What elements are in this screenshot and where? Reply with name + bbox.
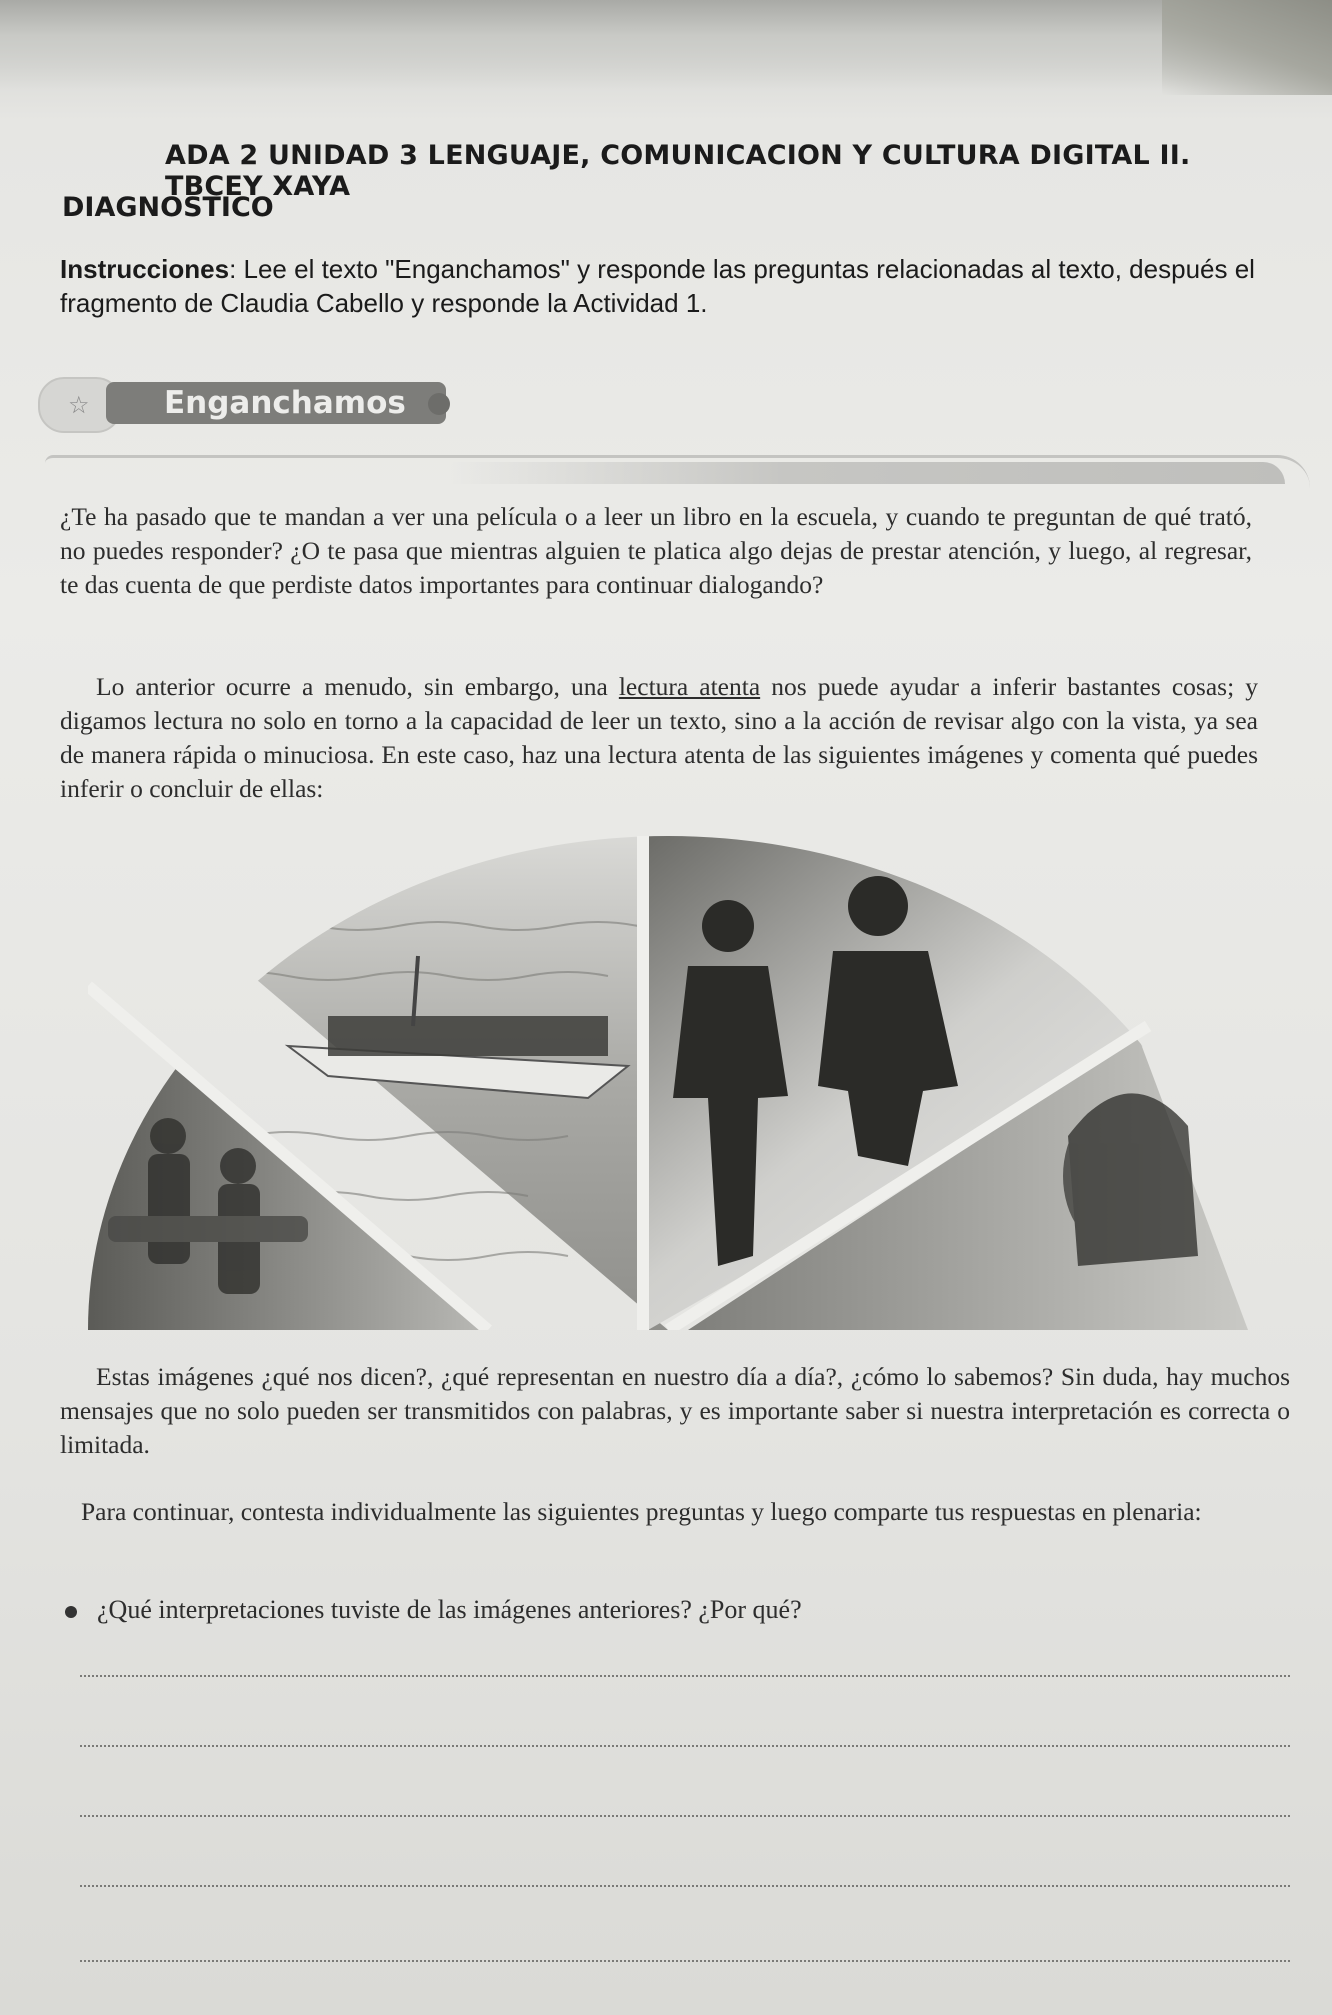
answer-line-3[interactable] [80,1815,1290,1817]
reading-paragraph-4: Para continuar, contesta individualmente las siguientes preguntas y luego comparte tus respuestas en plenaria: [81,1497,1202,1526]
document-title: ADA 2 UNIDAD 3 LENGUAJE, COMUNICACION Y CULTURA DIGITAL II. TBCEY XAYA [165,140,1191,202]
answer-line-2[interactable] [80,1745,1290,1747]
reading-box-band [450,462,1285,484]
instructions-label: Instrucciones [60,254,230,284]
underlined-term: lectura atenta [618,672,761,701]
question-1 [65,1592,802,1628]
answer-line-1[interactable] [80,1675,1290,1677]
image-collage [88,836,1248,1330]
reading-paragraph-3: Estas imágenes ¿qué nos dicen?, ¿qué representan en nuestro día a día?, ¿cómo lo sabemos? Sin duda, hay muchos mensajes que no solo pueden ser transmitidos con palabras, y es importante saber si nuestra interpretación es correcta o limitada. [60,1362,1290,1459]
paragraph-2-end: nos puede ayudar a inferir bastantes cosas; y digamos lectura no solo en torno a la capacidad de leer un texto, sino a la acción de revisar algo con la vista, ya sea de manera rápida o minuciosa. En este caso, haz una lectura atenta de las siguientes imágenes y comenta qué puedes inferir o concluir de ellas: [60,672,1258,803]
reading-paragraph-1: ¿Te ha pasado que te mandan a ver una película o a leer un libro en la escuela, y cuando te preguntan de qué trató, no puedes responder? ¿O te pasa que mientras alguien te platica algo dejas de prestar atención, y luego, al regresar, te das cuenta de que perdiste datos importantes para continuar dialogando? [60,502,1252,599]
star-icon: ☆ [68,391,90,419]
answer-line-4[interactable] [80,1885,1290,1887]
reading-paragraph-2 [60,670,1258,806]
background-corner [1162,0,1332,95]
answer-line-5[interactable] [80,1960,1290,1962]
section-dot [428,393,450,415]
page-top-shadow [0,0,1332,90]
section-tag: Enganchamos [106,382,446,424]
instructions [60,252,1270,320]
woman-figure [1063,1093,1198,1266]
instructions-text: : Lee el texto "Enganchamos" y responde las preguntas relacionadas al texto, después el fragmento de Claudia Cabello y responde la Actividad 1. [60,254,1255,318]
question-1-text: ¿Qué interpretaciones tuviste de las imágenes anteriores? ¿Por qué? [97,1595,802,1624]
document-subtitle: DIAGNOSTICO [62,192,274,223]
paragraph-2-start: Lo anterior ocurre a menudo, sin embargo, una [96,672,619,701]
bullet-dot [65,1606,77,1618]
